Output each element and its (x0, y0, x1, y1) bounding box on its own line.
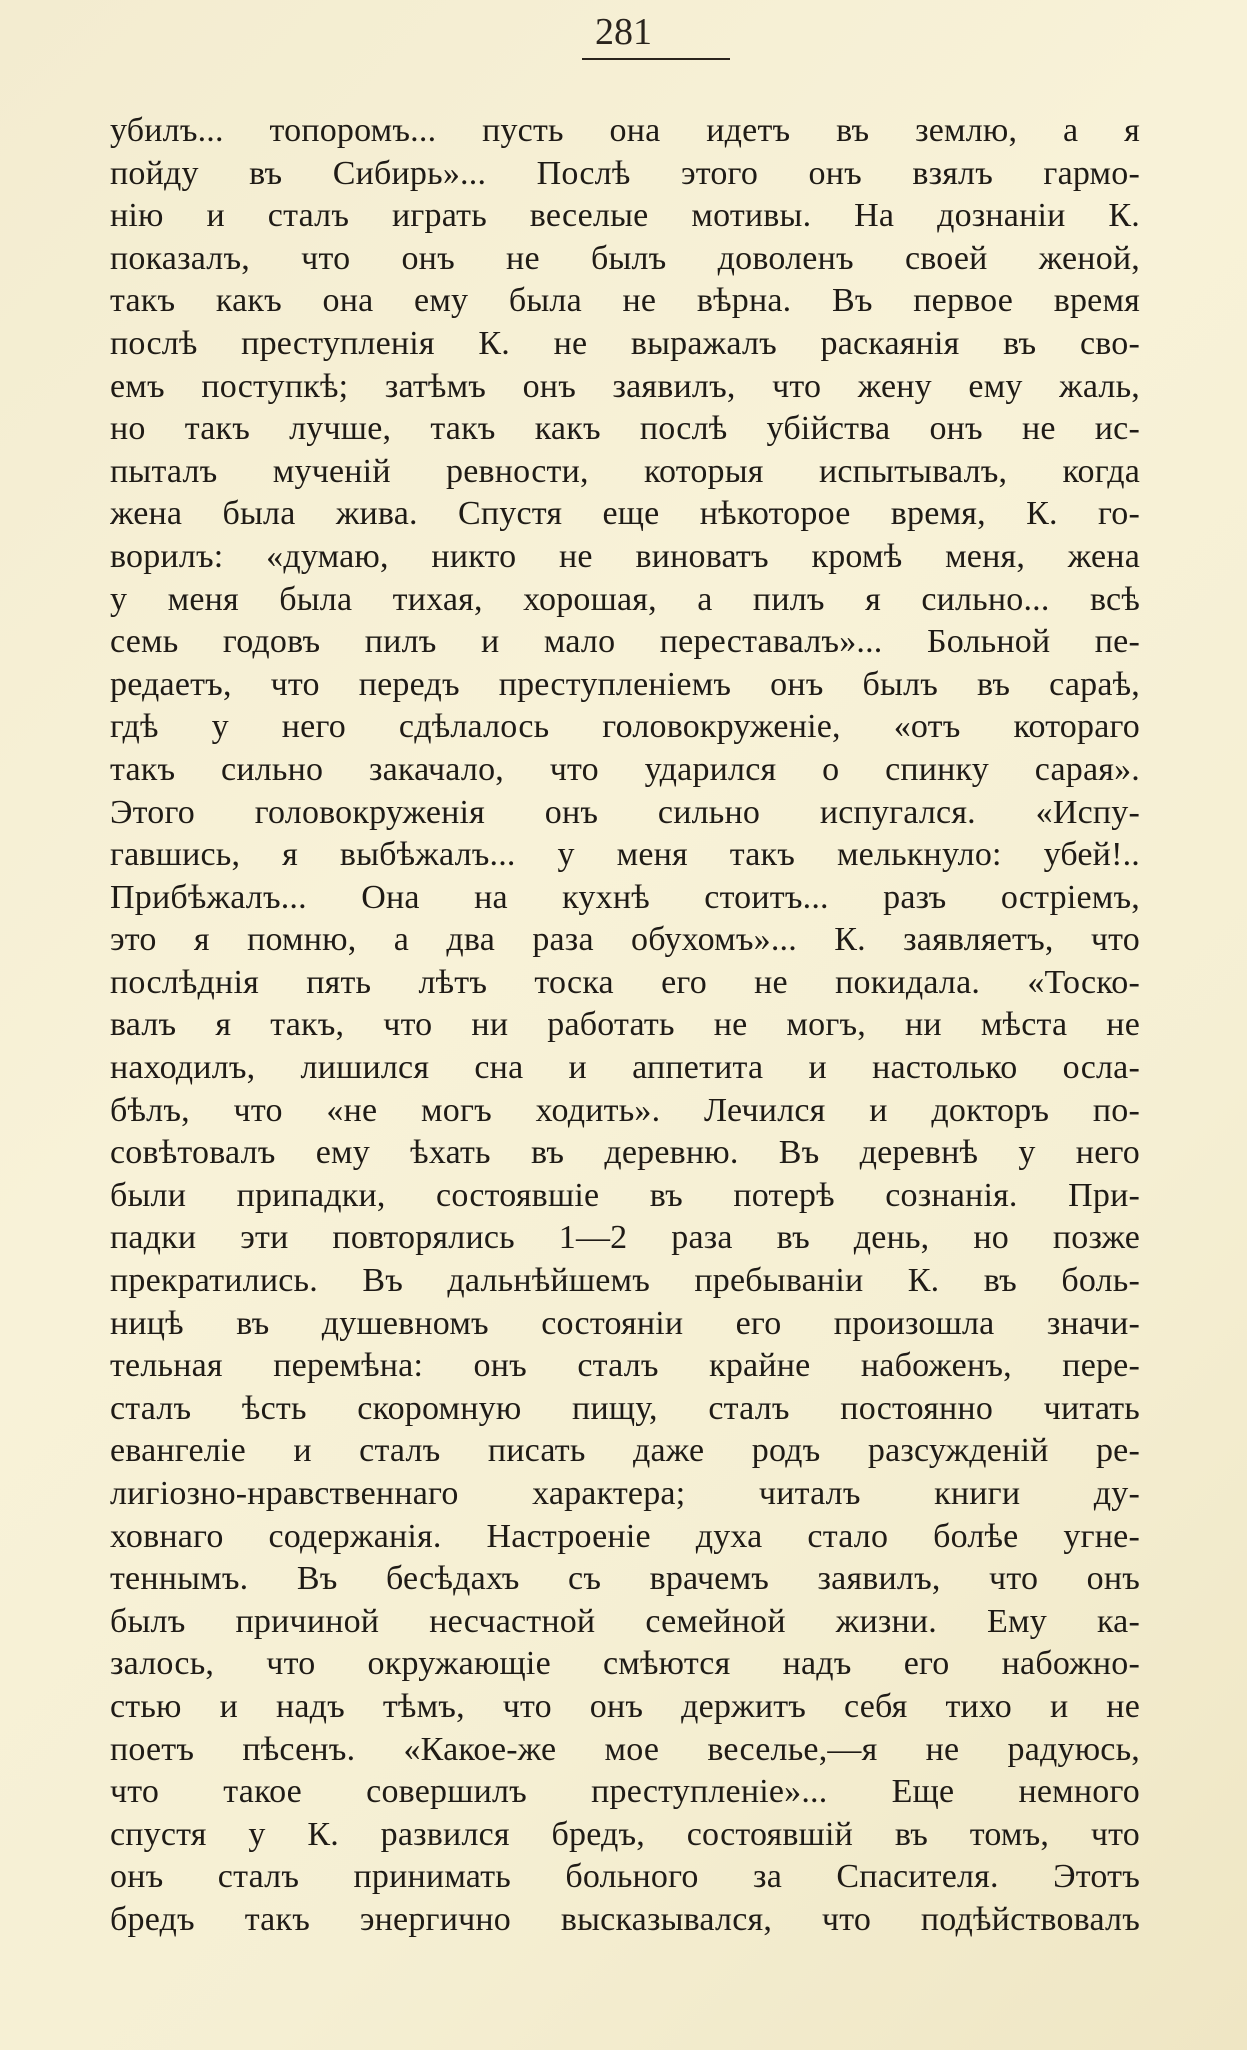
text-line: лигіозно-нравственнаго характера; читалъ книги ду- (110, 1475, 1140, 1512)
text-line: сталъ ѣсть скоромную пищу, сталъ постоянно читать (110, 1389, 1140, 1427)
text-line: находилъ, лишился сна и аппетита и настолько осла- (110, 1049, 1140, 1087)
text-line: ворилъ: «думаю, никто не виноватъ кромѣ меня, жена (110, 537, 1140, 575)
header-rule (582, 58, 730, 60)
text-line: тельная перемѣна: онъ сталъ крайне набоженъ, пере- (110, 1347, 1140, 1385)
text-line: у меня была тихая, хорошая, а пилъ я сильно... всѣ (110, 580, 1140, 618)
text-line: Этого головокруженія онъ сильно испугался. «Испу- (110, 793, 1140, 831)
text-line: емъ поступкѣ; затѣмъ онъ заявилъ, что жену ему жаль, (110, 367, 1140, 405)
text-line: это я помню, а два раза обухомъ»... К. заявляетъ, что (110, 921, 1140, 959)
text-line: были припадки, состоявшіе въ потерѣ сознанія. При- (110, 1176, 1140, 1214)
text-line: онъ сталъ принимать больного за Спасителя. Этотъ (110, 1858, 1140, 1896)
text-line: поетъ пѣсенъ. «Какое-же мое веселье,—я не радуюсь, (110, 1730, 1140, 1768)
text-line: совѣтовалъ ему ѣхать въ деревню. Въ деревнѣ у него (110, 1134, 1140, 1172)
text-line: залось, что окружающіе смѣются надъ его набожно- (110, 1645, 1140, 1683)
text-line: теннымъ. Въ бесѣдахъ съ врачемъ заявилъ, что онъ (110, 1560, 1140, 1598)
text-line: Прибѣжалъ... Она на кухнѣ стоитъ... разъ остріемъ, (110, 878, 1140, 916)
text-line: евангеліе и сталъ писать даже родъ разсужденій ре- (110, 1432, 1140, 1470)
text-line: ницѣ въ душевномъ состояніи его произошла значи- (110, 1304, 1140, 1342)
text-line: но такъ лучше, такъ какъ послѣ убійства онъ не ис- (110, 410, 1140, 448)
text-line: спустя у К. развился бредъ, состоявшій въ томъ, что (110, 1815, 1140, 1853)
text-line: былъ причиной несчастной семейной жизни. Ему ка- (110, 1602, 1140, 1640)
text-line: ховнаго содержанія. Настроеніе духа стало болѣе угне- (110, 1517, 1140, 1555)
text-line: что такое совершилъ преступленіе»... Еще немного (110, 1773, 1140, 1811)
text-line: бѣлъ, что «не могъ ходить». Лечился и докторъ по- (110, 1091, 1140, 1129)
text-line: валъ я такъ, что ни работать не могъ, ни мѣста не (110, 1006, 1140, 1044)
text-line: редаетъ, что передъ преступленіемъ онъ былъ въ сараѣ, (110, 665, 1140, 703)
page-number: 281 (595, 11, 652, 53)
body-text (110, 110, 1140, 1942)
text-line: такъ сильно закачало, что ударился о спинку сарая». (110, 750, 1140, 788)
text-line: послѣ преступленія К. не выражалъ раскаянія въ сво- (110, 324, 1140, 362)
text-line: пыталъ мученій ревности, которыя испытывалъ, когда (110, 452, 1140, 490)
text-line: нію и сталъ играть веселые мотивы. На дознаніи К. (110, 197, 1140, 235)
text-line: стью и надъ тѣмъ, что онъ держитъ себя тихо и не (110, 1687, 1140, 1725)
text-line: показалъ, что онъ не былъ доволенъ своей женой, (110, 239, 1140, 277)
text-line: послѣднія пять лѣтъ тоска его не покидала. «Тоско- (110, 963, 1140, 1001)
text-line: убилъ... топоромъ... пусть она идетъ въ землю, а я (110, 112, 1140, 149)
text-line: гавшись, я выбѣжалъ... у меня такъ мелькнуло: убей!.. (110, 836, 1140, 874)
text-line: прекратились. Въ дальнѣйшемъ пребываніи К. въ боль- (110, 1262, 1140, 1300)
text-line: семь годовъ пилъ и мало переставалъ»... Больной пе- (110, 623, 1140, 661)
text-line: гдѣ у него сдѣлалось головокруженіе, «отъ котораго (110, 708, 1140, 746)
text-line: падки эти повторялись 1—2 раза въ день, но позже (110, 1219, 1140, 1257)
text-line: пойду въ Сибирь»... Послѣ этого онъ взялъ гармо- (110, 154, 1140, 192)
text-line: такъ какъ она ему была не вѣрна. Въ первое время (110, 282, 1140, 320)
text-line: жена была жива. Спустя еще нѣкоторое время, К. го- (110, 495, 1140, 533)
text-line: бредъ такъ энергично высказывался, что подѣйствовалъ (110, 1900, 1140, 1938)
